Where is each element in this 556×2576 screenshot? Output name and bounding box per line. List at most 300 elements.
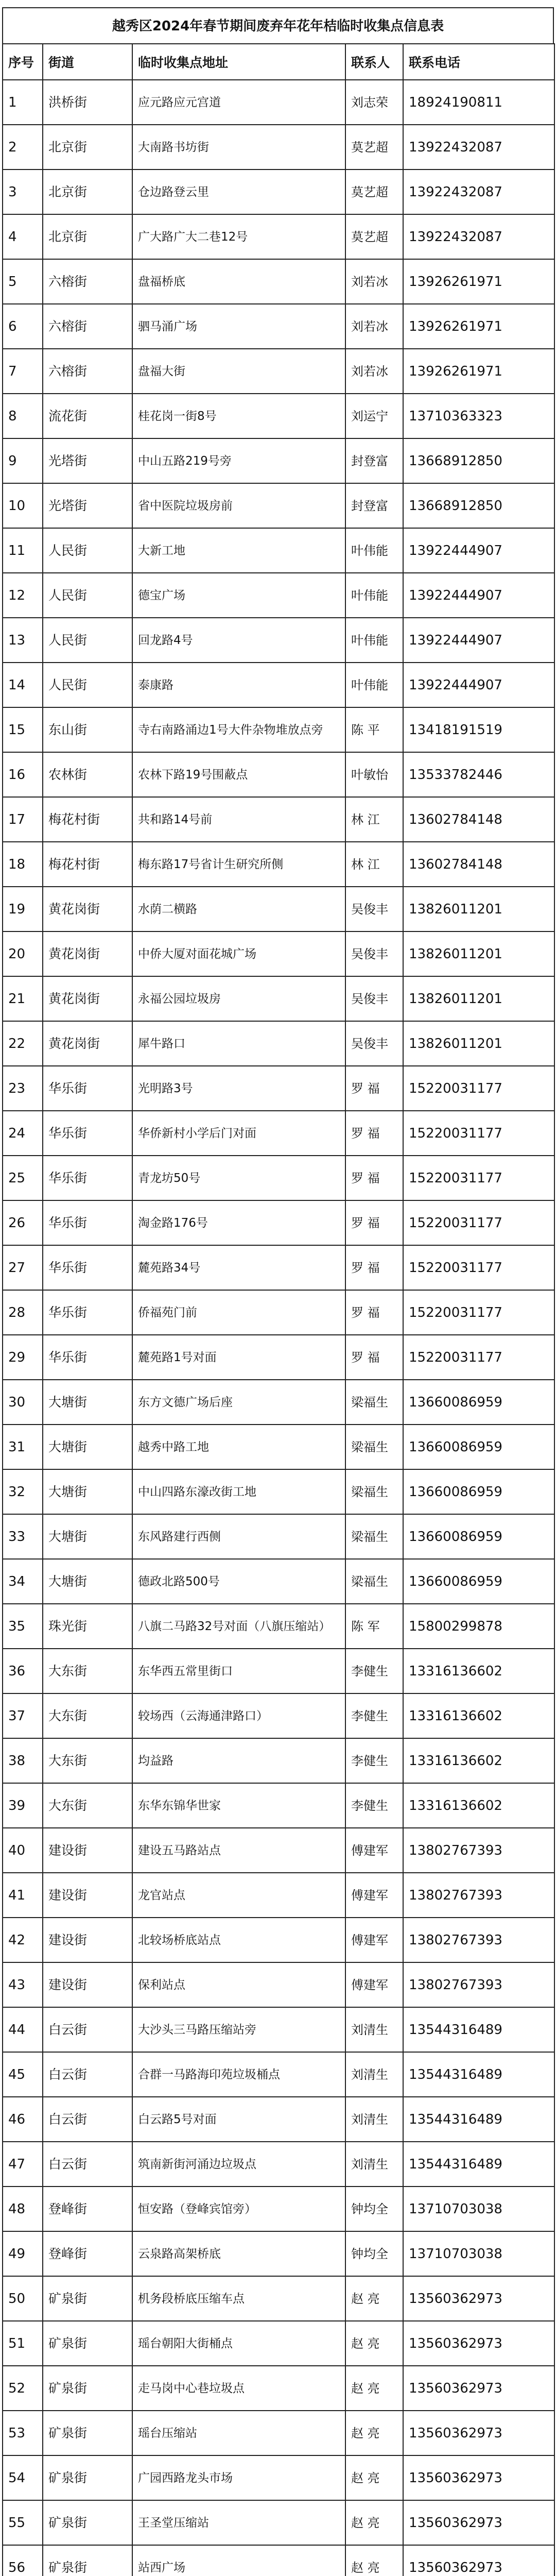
cell-contact: 陈 军 xyxy=(345,1604,403,1649)
cell-address: 共和路14号前 xyxy=(132,797,345,842)
cell-contact: 刘清生 xyxy=(345,2097,403,2142)
cell-address: 白云路5号对面 xyxy=(132,2097,345,2142)
cell-seq: 10 xyxy=(3,483,43,528)
cell-address: 大新工地 xyxy=(132,528,345,573)
table-row xyxy=(3,1290,554,1335)
table-row xyxy=(3,707,554,752)
cell-phone: 15220031177 xyxy=(403,1335,554,1380)
cell-contact: 叶敏怡 xyxy=(345,752,403,797)
cell-contact: 钟均全 xyxy=(345,2231,403,2276)
cell-street: 人民街 xyxy=(43,663,132,707)
cell-street: 矿泉街 xyxy=(43,2411,132,2455)
cell-address: 中山四路东濠改街工地 xyxy=(132,1469,345,1514)
cell-street: 大塘街 xyxy=(43,1469,132,1514)
cell-seq: 32 xyxy=(3,1469,43,1514)
cell-contact: 赵 亮 xyxy=(345,2500,403,2545)
cell-seq: 41 xyxy=(3,1873,43,1918)
cell-address: 机务段桥底压缩车点 xyxy=(132,2276,345,2321)
cell-address: 中侨大厦对面花城广场 xyxy=(132,931,345,976)
cell-street: 建设街 xyxy=(43,1873,132,1918)
cell-address: 德政北路500号 xyxy=(132,1559,345,1604)
cell-contact: 梁福生 xyxy=(345,1425,403,1469)
table-row xyxy=(3,1425,554,1469)
cell-phone: 13602784148 xyxy=(403,842,554,887)
cell-street: 农林街 xyxy=(43,752,132,797)
table-row xyxy=(3,1380,554,1425)
cell-phone: 13660086959 xyxy=(403,1559,554,1604)
cell-address: 北较场桥底站点 xyxy=(132,1918,345,1962)
cell-seq: 34 xyxy=(3,1559,43,1604)
cell-contact: 傅建军 xyxy=(345,1962,403,2007)
cell-phone: 13926261971 xyxy=(403,259,554,304)
cell-contact: 罗 福 xyxy=(345,1335,403,1380)
cell-phone: 13826011201 xyxy=(403,976,554,1021)
cell-phone: 13710363323 xyxy=(403,394,554,438)
cell-phone: 13922432087 xyxy=(403,125,554,170)
cell-address: 水荫二横路 xyxy=(132,887,345,931)
cell-seq: 39 xyxy=(3,1783,43,1828)
cell-seq: 2 xyxy=(3,125,43,170)
cell-address: 中山五路219号旁 xyxy=(132,438,345,483)
cell-seq: 6 xyxy=(3,304,43,349)
cell-street: 矿泉街 xyxy=(43,2500,132,2545)
table-row xyxy=(3,2411,554,2455)
cell-street: 北京街 xyxy=(43,125,132,170)
cell-street: 矿泉街 xyxy=(43,2366,132,2411)
cell-contact: 刘清生 xyxy=(345,2142,403,2187)
cell-address: 盘福桥底 xyxy=(132,259,345,304)
cell-address: 驷马涌广场 xyxy=(132,304,345,349)
table-row xyxy=(3,2142,554,2187)
cell-street: 大塘街 xyxy=(43,1380,132,1425)
cell-seq: 27 xyxy=(3,1245,43,1290)
cell-contact: 钟均全 xyxy=(345,2187,403,2231)
table-row xyxy=(3,2366,554,2411)
cell-contact: 莫艺超 xyxy=(345,170,403,214)
cell-contact: 傅建军 xyxy=(345,1873,403,1918)
cell-phone: 15800299878 xyxy=(403,1604,554,1649)
cell-street: 华乐街 xyxy=(43,1335,132,1380)
cell-phone: 13544316489 xyxy=(403,2052,554,2097)
cell-street: 黄花岗街 xyxy=(43,1021,132,1066)
table-row xyxy=(3,2455,554,2500)
cell-phone: 15220031177 xyxy=(403,1245,554,1290)
table-row xyxy=(3,394,554,438)
cell-street: 光塔街 xyxy=(43,483,132,528)
cell-phone: 13544316489 xyxy=(403,2097,554,2142)
cell-address: 广园西路龙头市场 xyxy=(132,2455,345,2500)
table-row xyxy=(3,1693,554,1738)
cell-seq: 16 xyxy=(3,752,43,797)
cell-phone: 13660086959 xyxy=(403,1380,554,1425)
cell-seq: 40 xyxy=(3,1828,43,1873)
cell-contact: 刘清生 xyxy=(345,2052,403,2097)
cell-address: 麓苑路34号 xyxy=(132,1245,345,1290)
cell-contact: 叶伟能 xyxy=(345,528,403,573)
cell-address: 大沙头三马路压缩站旁 xyxy=(132,2007,345,2052)
cell-seq: 48 xyxy=(3,2187,43,2231)
cell-phone: 13560362973 xyxy=(403,2500,554,2545)
cell-street: 黄花岗街 xyxy=(43,931,132,976)
cell-contact: 傅建军 xyxy=(345,1828,403,1873)
cell-address: 盘福大街 xyxy=(132,349,345,394)
cell-address: 青龙坊50号 xyxy=(132,1156,345,1200)
cell-street: 光塔街 xyxy=(43,438,132,483)
cell-seq: 38 xyxy=(3,1738,43,1783)
cell-seq: 12 xyxy=(3,573,43,618)
cell-street: 北京街 xyxy=(43,170,132,214)
cell-contact: 傅建军 xyxy=(345,1918,403,1962)
cell-address: 合群一马路海印苑垃圾桶点 xyxy=(132,2052,345,2097)
table-row xyxy=(3,2321,554,2366)
cell-contact: 李健生 xyxy=(345,1738,403,1783)
cell-phone: 13660086959 xyxy=(403,1469,554,1514)
cell-phone: 13922444907 xyxy=(403,618,554,663)
cell-address: 应元路应元宫道 xyxy=(132,80,345,125)
cell-address: 筑南新街河涌边垃圾点 xyxy=(132,2142,345,2187)
cell-street: 流花街 xyxy=(43,394,132,438)
cell-address: 保利站点 xyxy=(132,1962,345,2007)
table-row xyxy=(3,80,554,125)
cell-seq: 14 xyxy=(3,663,43,707)
cell-phone: 13922432087 xyxy=(403,170,554,214)
cell-address: 回龙路4号 xyxy=(132,618,345,663)
cell-contact: 李健生 xyxy=(345,1693,403,1738)
cell-phone: 13922432087 xyxy=(403,214,554,259)
table-row xyxy=(3,125,554,170)
table-row xyxy=(3,214,554,259)
cell-seq: 5 xyxy=(3,259,43,304)
cell-phone: 13802767393 xyxy=(403,1918,554,1962)
cell-contact: 刘若冰 xyxy=(345,259,403,304)
cell-address: 龙官站点 xyxy=(132,1873,345,1918)
cell-seq: 55 xyxy=(3,2500,43,2545)
cell-street: 梅花村街 xyxy=(43,842,132,887)
cell-contact: 罗 福 xyxy=(345,1111,403,1156)
table-row xyxy=(3,2007,554,2052)
cell-address: 越秀中路工地 xyxy=(132,1425,345,1469)
cell-phone: 13316136602 xyxy=(403,1738,554,1783)
cell-contact: 梁福生 xyxy=(345,1469,403,1514)
cell-seq: 19 xyxy=(3,887,43,931)
cell-address: 瑶台压缩站 xyxy=(132,2411,345,2455)
table-row xyxy=(3,170,554,214)
cell-phone: 15220031177 xyxy=(403,1200,554,1245)
table-row xyxy=(3,1514,554,1559)
cell-street: 大东街 xyxy=(43,1783,132,1828)
cell-phone: 13544316489 xyxy=(403,2007,554,2052)
cell-phone: 15220031177 xyxy=(403,1290,554,1335)
table-row xyxy=(3,931,554,976)
cell-street: 白云街 xyxy=(43,2052,132,2097)
cell-street: 大塘街 xyxy=(43,1514,132,1559)
cell-contact: 林 江 xyxy=(345,797,403,842)
cell-contact: 莫艺超 xyxy=(345,125,403,170)
cell-phone: 13660086959 xyxy=(403,1425,554,1469)
cell-phone: 13560362973 xyxy=(403,2366,554,2411)
cell-street: 矿泉街 xyxy=(43,2455,132,2500)
cell-contact: 罗 福 xyxy=(345,1245,403,1290)
cell-contact: 赵 亮 xyxy=(345,2455,403,2500)
cell-street: 大东街 xyxy=(43,1693,132,1738)
cell-address: 大南路书坊街 xyxy=(132,125,345,170)
cell-seq: 25 xyxy=(3,1156,43,1200)
cell-address: 淘金路176号 xyxy=(132,1200,345,1245)
table-row xyxy=(3,349,554,394)
cell-phone: 13922444907 xyxy=(403,663,554,707)
header-street: 街道 xyxy=(43,44,132,80)
cell-street: 东山街 xyxy=(43,707,132,752)
cell-address: 麓苑路1号对面 xyxy=(132,1335,345,1380)
table-row xyxy=(3,1604,554,1649)
table-row xyxy=(3,2545,554,2576)
table-row xyxy=(3,1335,554,1380)
cell-address: 泰康路 xyxy=(132,663,345,707)
cell-phone: 13922444907 xyxy=(403,528,554,573)
table-row xyxy=(3,1245,554,1290)
cell-seq: 56 xyxy=(3,2545,43,2576)
cell-phone: 13668912850 xyxy=(403,438,554,483)
cell-seq: 13 xyxy=(3,618,43,663)
cell-seq: 11 xyxy=(3,528,43,573)
collection-points-table xyxy=(2,43,555,2576)
cell-seq: 4 xyxy=(3,214,43,259)
cell-street: 洪桥街 xyxy=(43,80,132,125)
cell-address: 建设五马路站点 xyxy=(132,1828,345,1873)
cell-street: 人民街 xyxy=(43,573,132,618)
table-row xyxy=(3,618,554,663)
cell-address: 恒安路（登峰宾馆旁） xyxy=(132,2187,345,2231)
cell-address: 东风路建行西侧 xyxy=(132,1514,345,1559)
cell-phone: 13710703038 xyxy=(403,2187,554,2231)
cell-street: 矿泉街 xyxy=(43,2276,132,2321)
cell-street: 华乐街 xyxy=(43,1200,132,1245)
cell-contact: 梁福生 xyxy=(345,1559,403,1604)
cell-contact: 林 江 xyxy=(345,842,403,887)
cell-phone: 13802767393 xyxy=(403,1828,554,1873)
cell-street: 矿泉街 xyxy=(43,2545,132,2576)
table-header-row xyxy=(3,44,554,80)
cell-contact: 罗 福 xyxy=(345,1200,403,1245)
cell-contact: 封登富 xyxy=(345,483,403,528)
cell-seq: 37 xyxy=(3,1693,43,1738)
table-row xyxy=(3,887,554,931)
cell-address: 东华东锦华世家 xyxy=(132,1783,345,1828)
cell-seq: 43 xyxy=(3,1962,43,2007)
cell-seq: 18 xyxy=(3,842,43,887)
cell-contact: 赵 亮 xyxy=(345,2321,403,2366)
cell-address: 梅东路17号省计生研究所侧 xyxy=(132,842,345,887)
cell-phone: 13926261971 xyxy=(403,349,554,394)
table-row xyxy=(3,573,554,618)
cell-seq: 30 xyxy=(3,1380,43,1425)
cell-seq: 7 xyxy=(3,349,43,394)
cell-contact: 李健生 xyxy=(345,1649,403,1693)
sheet-title: 越秀区2024年春节期间废弃年花年桔临时收集点信息表 xyxy=(2,7,554,43)
cell-contact: 李健生 xyxy=(345,1783,403,1828)
cell-street: 人民街 xyxy=(43,618,132,663)
table-row xyxy=(3,2052,554,2097)
header-seq: 序号 xyxy=(3,44,43,80)
cell-contact: 赵 亮 xyxy=(345,2366,403,2411)
cell-address: 德宝广场 xyxy=(132,573,345,618)
header-address: 临时收集点地址 xyxy=(132,44,345,80)
cell-contact: 吴俊丰 xyxy=(345,887,403,931)
table-row xyxy=(3,1066,554,1111)
cell-address: 东方文德广场后座 xyxy=(132,1380,345,1425)
cell-seq: 9 xyxy=(3,438,43,483)
cell-contact: 罗 福 xyxy=(345,1156,403,1200)
cell-seq: 8 xyxy=(3,394,43,438)
cell-phone: 13560362973 xyxy=(403,2455,554,2500)
cell-street: 六榕街 xyxy=(43,259,132,304)
table-row xyxy=(3,1738,554,1783)
table-row xyxy=(3,797,554,842)
cell-seq: 42 xyxy=(3,1918,43,1962)
cell-seq: 44 xyxy=(3,2007,43,2052)
table-row xyxy=(3,2231,554,2276)
cell-address: 均益路 xyxy=(132,1738,345,1783)
info-sheet xyxy=(2,7,554,2576)
table-row xyxy=(3,752,554,797)
cell-phone: 13826011201 xyxy=(403,1021,554,1066)
table-row xyxy=(3,1021,554,1066)
cell-seq: 17 xyxy=(3,797,43,842)
cell-address: 犀牛路口 xyxy=(132,1021,345,1066)
cell-contact: 赵 亮 xyxy=(345,2545,403,2576)
cell-street: 黄花岗街 xyxy=(43,887,132,931)
cell-address: 侨福苑门前 xyxy=(132,1290,345,1335)
cell-phone: 13802767393 xyxy=(403,1873,554,1918)
table-row xyxy=(3,438,554,483)
table-body xyxy=(3,80,554,2576)
cell-address: 王圣堂压缩站 xyxy=(132,2500,345,2545)
cell-contact: 刘若冰 xyxy=(345,304,403,349)
cell-contact: 赵 亮 xyxy=(345,2411,403,2455)
cell-contact: 叶伟能 xyxy=(345,618,403,663)
cell-phone: 13316136602 xyxy=(403,1649,554,1693)
cell-seq: 26 xyxy=(3,1200,43,1245)
cell-contact: 罗 福 xyxy=(345,1290,403,1335)
cell-street: 矿泉街 xyxy=(43,2321,132,2366)
cell-contact: 吴俊丰 xyxy=(345,931,403,976)
cell-address: 华侨新村小学后门对面 xyxy=(132,1111,345,1156)
cell-phone: 13660086959 xyxy=(403,1514,554,1559)
cell-street: 白云街 xyxy=(43,2007,132,2052)
cell-contact: 叶伟能 xyxy=(345,573,403,618)
table-row xyxy=(3,1111,554,1156)
cell-street: 大塘街 xyxy=(43,1425,132,1469)
cell-street: 六榕街 xyxy=(43,349,132,394)
table-row xyxy=(3,259,554,304)
cell-phone: 13418191519 xyxy=(403,707,554,752)
header-phone: 联系电话 xyxy=(403,44,554,80)
cell-seq: 47 xyxy=(3,2142,43,2187)
cell-contact: 莫艺超 xyxy=(345,214,403,259)
cell-phone: 13802767393 xyxy=(403,1962,554,2007)
table-row xyxy=(3,1156,554,1200)
table-row xyxy=(3,1962,554,2007)
table-row xyxy=(3,976,554,1021)
table-row xyxy=(3,528,554,573)
cell-phone: 13560362973 xyxy=(403,2411,554,2455)
cell-street: 人民街 xyxy=(43,528,132,573)
cell-phone: 13668912850 xyxy=(403,483,554,528)
table-row xyxy=(3,2187,554,2231)
cell-address: 光明路3号 xyxy=(132,1066,345,1111)
cell-street: 大东街 xyxy=(43,1649,132,1693)
cell-phone: 13533782446 xyxy=(403,752,554,797)
cell-seq: 31 xyxy=(3,1425,43,1469)
cell-seq: 20 xyxy=(3,931,43,976)
table-row xyxy=(3,1200,554,1245)
cell-phone: 18924190811 xyxy=(403,80,554,125)
cell-street: 登峰街 xyxy=(43,2187,132,2231)
cell-street: 登峰街 xyxy=(43,2231,132,2276)
cell-address: 云泉路高架桥底 xyxy=(132,2231,345,2276)
table-row xyxy=(3,1469,554,1514)
table-row xyxy=(3,304,554,349)
cell-address: 省中医院垃圾房前 xyxy=(132,483,345,528)
cell-phone: 13316136602 xyxy=(403,1693,554,1738)
cell-street: 白云街 xyxy=(43,2097,132,2142)
cell-address: 东华西五常里街口 xyxy=(132,1649,345,1693)
cell-address: 八旗二马路32号对面（八旗压缩站） xyxy=(132,1604,345,1649)
cell-street: 白云街 xyxy=(43,2142,132,2187)
cell-street: 建设街 xyxy=(43,1962,132,2007)
cell-seq: 49 xyxy=(3,2231,43,2276)
cell-street: 大塘街 xyxy=(43,1559,132,1604)
table-row xyxy=(3,1649,554,1693)
cell-address: 广大路广大二巷12号 xyxy=(132,214,345,259)
cell-street: 六榕街 xyxy=(43,304,132,349)
cell-seq: 23 xyxy=(3,1066,43,1111)
cell-street: 珠光街 xyxy=(43,1604,132,1649)
cell-seq: 53 xyxy=(3,2411,43,2455)
header-contact: 联系人 xyxy=(345,44,403,80)
cell-phone: 13922444907 xyxy=(403,573,554,618)
cell-address: 站西广场 xyxy=(132,2545,345,2576)
cell-seq: 22 xyxy=(3,1021,43,1066)
cell-contact: 梁福生 xyxy=(345,1380,403,1425)
cell-address: 较场西（云海通津路口） xyxy=(132,1693,345,1738)
cell-address: 寺右南路涌边1号大件杂物堆放点旁 xyxy=(132,707,345,752)
cell-seq: 52 xyxy=(3,2366,43,2411)
cell-street: 大东街 xyxy=(43,1738,132,1783)
cell-address: 瑶台朝阳大街桶点 xyxy=(132,2321,345,2366)
cell-contact: 梁福生 xyxy=(345,1514,403,1559)
cell-seq: 54 xyxy=(3,2455,43,2500)
cell-contact: 罗 福 xyxy=(345,1066,403,1111)
cell-street: 建设街 xyxy=(43,1918,132,1962)
cell-address: 桂花岗一街8号 xyxy=(132,394,345,438)
cell-seq: 50 xyxy=(3,2276,43,2321)
cell-address: 仓边路登云里 xyxy=(132,170,345,214)
cell-phone: 13926261971 xyxy=(403,304,554,349)
cell-phone: 13316136602 xyxy=(403,1783,554,1828)
cell-contact: 刘若冰 xyxy=(345,349,403,394)
cell-seq: 33 xyxy=(3,1514,43,1559)
table-row xyxy=(3,483,554,528)
cell-seq: 29 xyxy=(3,1335,43,1380)
table-row xyxy=(3,1559,554,1604)
cell-contact: 刘运宁 xyxy=(345,394,403,438)
cell-street: 华乐街 xyxy=(43,1245,132,1290)
table-row xyxy=(3,1828,554,1873)
table-row xyxy=(3,663,554,707)
cell-seq: 21 xyxy=(3,976,43,1021)
cell-street: 梅花村街 xyxy=(43,797,132,842)
